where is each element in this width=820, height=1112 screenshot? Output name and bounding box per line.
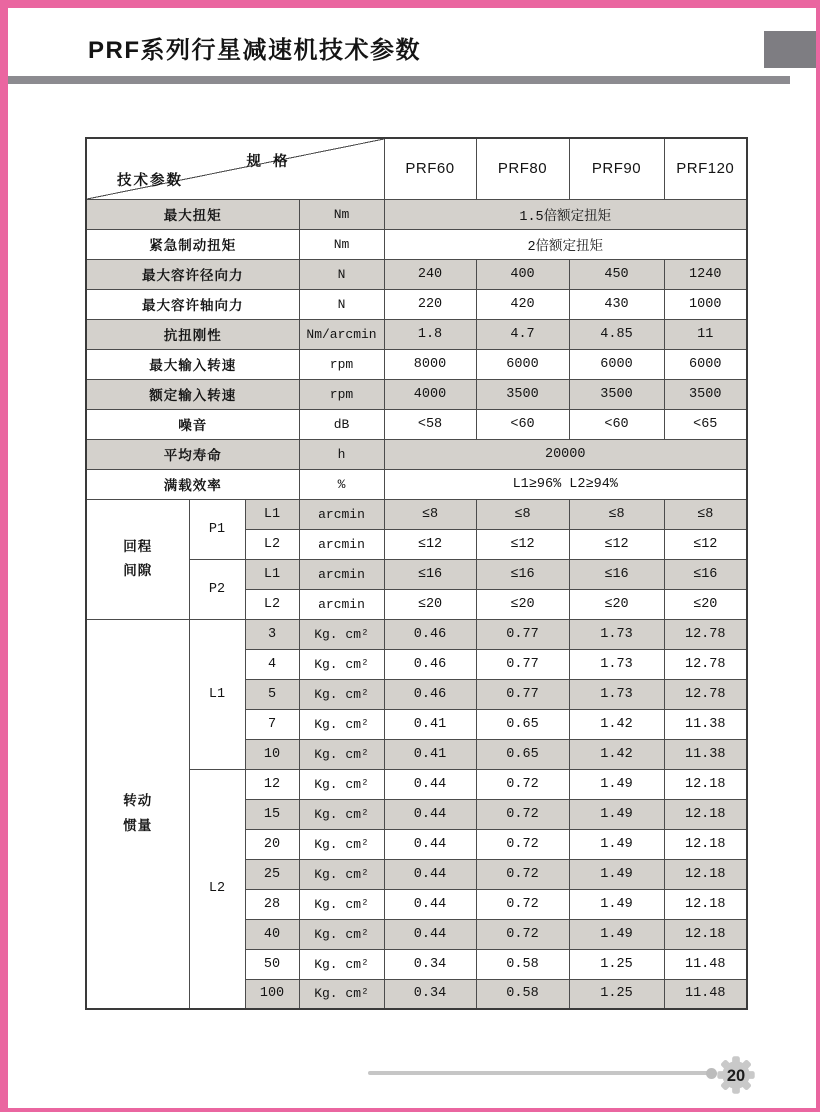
item-cell: 28 (245, 889, 299, 919)
value-cell: 450 (569, 259, 664, 289)
item-cell: 5 (245, 679, 299, 709)
value-cell: 3500 (664, 379, 747, 409)
unit-cell: Kg. cm² (299, 949, 384, 979)
value-cell: ≤12 (476, 529, 569, 559)
value-cell: 11.48 (664, 949, 747, 979)
unit-cell: Kg. cm² (299, 919, 384, 949)
unit-cell: arcmin (299, 499, 384, 529)
value-cell: 12.18 (664, 919, 747, 949)
value-cell: 6000 (664, 349, 747, 379)
value-cell: <60 (476, 409, 569, 439)
value-cell: 2倍额定扭矩 (384, 229, 747, 259)
value-cell: 0.77 (476, 619, 569, 649)
value-cell: 1.49 (569, 859, 664, 889)
unit-cell: Kg. cm² (299, 799, 384, 829)
value-cell: 4.7 (476, 319, 569, 349)
value-cell: 0.34 (384, 979, 476, 1009)
row-label: 平均寿命 (86, 439, 299, 469)
value-cell: 1240 (664, 259, 747, 289)
group-label: L2 (189, 769, 245, 1009)
value-cell: 0.44 (384, 919, 476, 949)
header-rule (8, 76, 790, 84)
corner-label-spec: 规 格 (246, 154, 292, 170)
section-label (86, 499, 189, 619)
item-cell: 3 (245, 619, 299, 649)
value-cell: ≤20 (569, 589, 664, 619)
value-cell: 3500 (476, 379, 569, 409)
footer-rule (368, 1071, 713, 1075)
row-label: 最大扭矩 (86, 199, 299, 229)
value-cell: ≤8 (569, 499, 664, 529)
value-cell: 1000 (664, 289, 747, 319)
value-cell: 420 (476, 289, 569, 319)
value-cell: <65 (664, 409, 747, 439)
unit-cell: arcmin (299, 529, 384, 559)
unit-cell: Kg. cm² (299, 619, 384, 649)
table-row (86, 289, 747, 319)
table-row (86, 199, 747, 229)
value-cell: 0.72 (476, 889, 569, 919)
item-cell: 4 (245, 649, 299, 679)
model-header-prf120: PRF120 (664, 138, 747, 199)
value-cell: 0.44 (384, 799, 476, 829)
value-cell: 11 (664, 319, 747, 349)
value-cell: <58 (384, 409, 476, 439)
value-cell: 1.5倍额定扭矩 (384, 199, 747, 229)
value-cell: <60 (569, 409, 664, 439)
table-row (86, 229, 747, 259)
unit-cell: Kg. cm² (299, 649, 384, 679)
value-cell: 1.42 (569, 709, 664, 739)
model-header-prf60: PRF60 (384, 138, 476, 199)
row-label: 满载效率 (86, 469, 299, 499)
row-label: 紧急制动扭矩 (86, 229, 299, 259)
value-cell: 11.38 (664, 709, 747, 739)
value-cell: 1.73 (569, 649, 664, 679)
unit-cell: h (299, 439, 384, 469)
item-cell: L1 (245, 559, 299, 589)
model-header-prf80: PRF80 (476, 138, 569, 199)
value-cell: 0.44 (384, 859, 476, 889)
value-cell: 0.46 (384, 649, 476, 679)
table-row (86, 409, 747, 439)
group-label: P2 (189, 559, 245, 619)
unit-cell: N (299, 289, 384, 319)
row-label: 最大容许径向力 (86, 259, 299, 289)
unit-cell: dB (299, 409, 384, 439)
value-cell: 0.41 (384, 739, 476, 769)
table-row (86, 619, 747, 649)
value-cell: 0.58 (476, 949, 569, 979)
row-label: 抗扭刚性 (86, 319, 299, 349)
value-cell: 1.49 (569, 769, 664, 799)
value-cell: 220 (384, 289, 476, 319)
unit-cell: Nm/arcmin (299, 319, 384, 349)
table-row (86, 349, 747, 379)
value-cell: ≤8 (384, 499, 476, 529)
table-corner-cell (86, 138, 384, 199)
unit-cell: Nm (299, 199, 384, 229)
item-cell: L2 (245, 589, 299, 619)
value-cell: 3500 (569, 379, 664, 409)
unit-cell: Kg. cm² (299, 739, 384, 769)
section-label (86, 619, 189, 1009)
group-label: L1 (189, 619, 245, 769)
value-cell: ≤12 (664, 529, 747, 559)
value-cell: 12.18 (664, 859, 747, 889)
value-cell: 0.72 (476, 859, 569, 889)
unit-cell: Nm (299, 229, 384, 259)
page-number: 20 (726, 1067, 746, 1086)
unit-cell: Kg. cm² (299, 829, 384, 859)
value-cell: 0.72 (476, 799, 569, 829)
item-cell: 12 (245, 769, 299, 799)
unit-cell: Kg. cm² (299, 859, 384, 889)
value-cell: 400 (476, 259, 569, 289)
table-row (86, 259, 747, 289)
value-cell: 0.77 (476, 649, 569, 679)
value-cell: 0.58 (476, 979, 569, 1009)
value-cell: ≤16 (569, 559, 664, 589)
unit-cell: Kg. cm² (299, 769, 384, 799)
spec-table (85, 137, 748, 1010)
table-row (86, 499, 747, 529)
value-cell: ≤16 (384, 559, 476, 589)
corner-label-params: 技术参数 (117, 172, 183, 189)
value-cell: 1.73 (569, 619, 664, 649)
item-cell: 50 (245, 949, 299, 979)
unit-cell: Kg. cm² (299, 979, 384, 1009)
value-cell: 430 (569, 289, 664, 319)
unit-cell: % (299, 469, 384, 499)
value-cell: 0.72 (476, 919, 569, 949)
unit-cell: Kg. cm² (299, 679, 384, 709)
value-cell: 11.48 (664, 979, 747, 1009)
value-cell: 1.8 (384, 319, 476, 349)
value-cell: ≤16 (476, 559, 569, 589)
value-cell: 1.42 (569, 739, 664, 769)
value-cell: 12.18 (664, 829, 747, 859)
unit-cell: N (299, 259, 384, 289)
unit-cell: rpm (299, 379, 384, 409)
value-cell: 20000 (384, 439, 747, 469)
header-accent-square (764, 31, 816, 68)
value-cell: 1.25 (569, 979, 664, 1009)
item-cell: 25 (245, 859, 299, 889)
row-label: 最大输入转速 (86, 349, 299, 379)
item-cell: 7 (245, 709, 299, 739)
section-label-line: 转动 (123, 793, 153, 809)
unit-cell: arcmin (299, 559, 384, 589)
row-label: 噪音 (86, 409, 299, 439)
item-cell: L1 (245, 499, 299, 529)
value-cell: 0.44 (384, 769, 476, 799)
page-title: PRF系列行星减速机技术参数 (88, 37, 421, 64)
value-cell: ≤8 (476, 499, 569, 529)
value-cell: 6000 (569, 349, 664, 379)
value-cell: 0.34 (384, 949, 476, 979)
value-cell: 8000 (384, 349, 476, 379)
value-cell: 0.72 (476, 769, 569, 799)
value-cell: 1.25 (569, 949, 664, 979)
value-cell: 1.49 (569, 829, 664, 859)
value-cell: 0.65 (476, 739, 569, 769)
value-cell: 1.49 (569, 919, 664, 949)
value-cell: ≤8 (664, 499, 747, 529)
table-header-row (86, 138, 747, 199)
table-row (86, 469, 747, 499)
model-header-prf90: PRF90 (569, 138, 664, 199)
value-cell: ≤12 (384, 529, 476, 559)
value-cell: 0.46 (384, 679, 476, 709)
value-cell: 1.73 (569, 679, 664, 709)
value-cell: 240 (384, 259, 476, 289)
value-cell: 0.44 (384, 889, 476, 919)
spec-table-body (86, 199, 747, 1009)
item-cell: L2 (245, 529, 299, 559)
item-cell: 100 (245, 979, 299, 1009)
item-cell: 40 (245, 919, 299, 949)
value-cell: ≤12 (569, 529, 664, 559)
row-label: 最大容许轴向力 (86, 289, 299, 319)
value-cell: 12.18 (664, 889, 747, 919)
section-label-line: 回程 (123, 538, 153, 554)
unit-cell: Kg. cm² (299, 709, 384, 739)
group-label: P1 (189, 499, 245, 559)
value-cell: 12.78 (664, 649, 747, 679)
value-cell: 0.72 (476, 829, 569, 859)
value-cell: 12.18 (664, 799, 747, 829)
value-cell: L1≥96% L2≥94% (384, 469, 747, 499)
section-label-line: 间隙 (123, 563, 153, 578)
item-cell: 10 (245, 739, 299, 769)
value-cell: ≤20 (384, 589, 476, 619)
row-label: 额定输入转速 (86, 379, 299, 409)
value-cell: 0.44 (384, 829, 476, 859)
unit-cell: rpm (299, 349, 384, 379)
item-cell: 15 (245, 799, 299, 829)
item-cell: 20 (245, 829, 299, 859)
value-cell: ≤20 (476, 589, 569, 619)
page-number-gear-icon (714, 1053, 758, 1097)
unit-cell: Kg. cm² (299, 889, 384, 919)
section-label-line: 惯量 (123, 817, 153, 833)
value-cell: 1.49 (569, 889, 664, 919)
table-row (86, 319, 747, 349)
unit-cell: arcmin (299, 589, 384, 619)
value-cell: 0.41 (384, 709, 476, 739)
value-cell: 11.38 (664, 739, 747, 769)
value-cell: ≤16 (664, 559, 747, 589)
value-cell: 1.49 (569, 799, 664, 829)
value-cell: 12.18 (664, 769, 747, 799)
value-cell: 12.78 (664, 619, 747, 649)
value-cell: 4.85 (569, 319, 664, 349)
value-cell: ≤20 (664, 589, 747, 619)
table-row (86, 439, 747, 469)
value-cell: 0.65 (476, 709, 569, 739)
value-cell: 0.46 (384, 619, 476, 649)
value-cell: 6000 (476, 349, 569, 379)
value-cell: 0.77 (476, 679, 569, 709)
value-cell: 12.78 (664, 679, 747, 709)
table-row (86, 379, 747, 409)
value-cell: 4000 (384, 379, 476, 409)
